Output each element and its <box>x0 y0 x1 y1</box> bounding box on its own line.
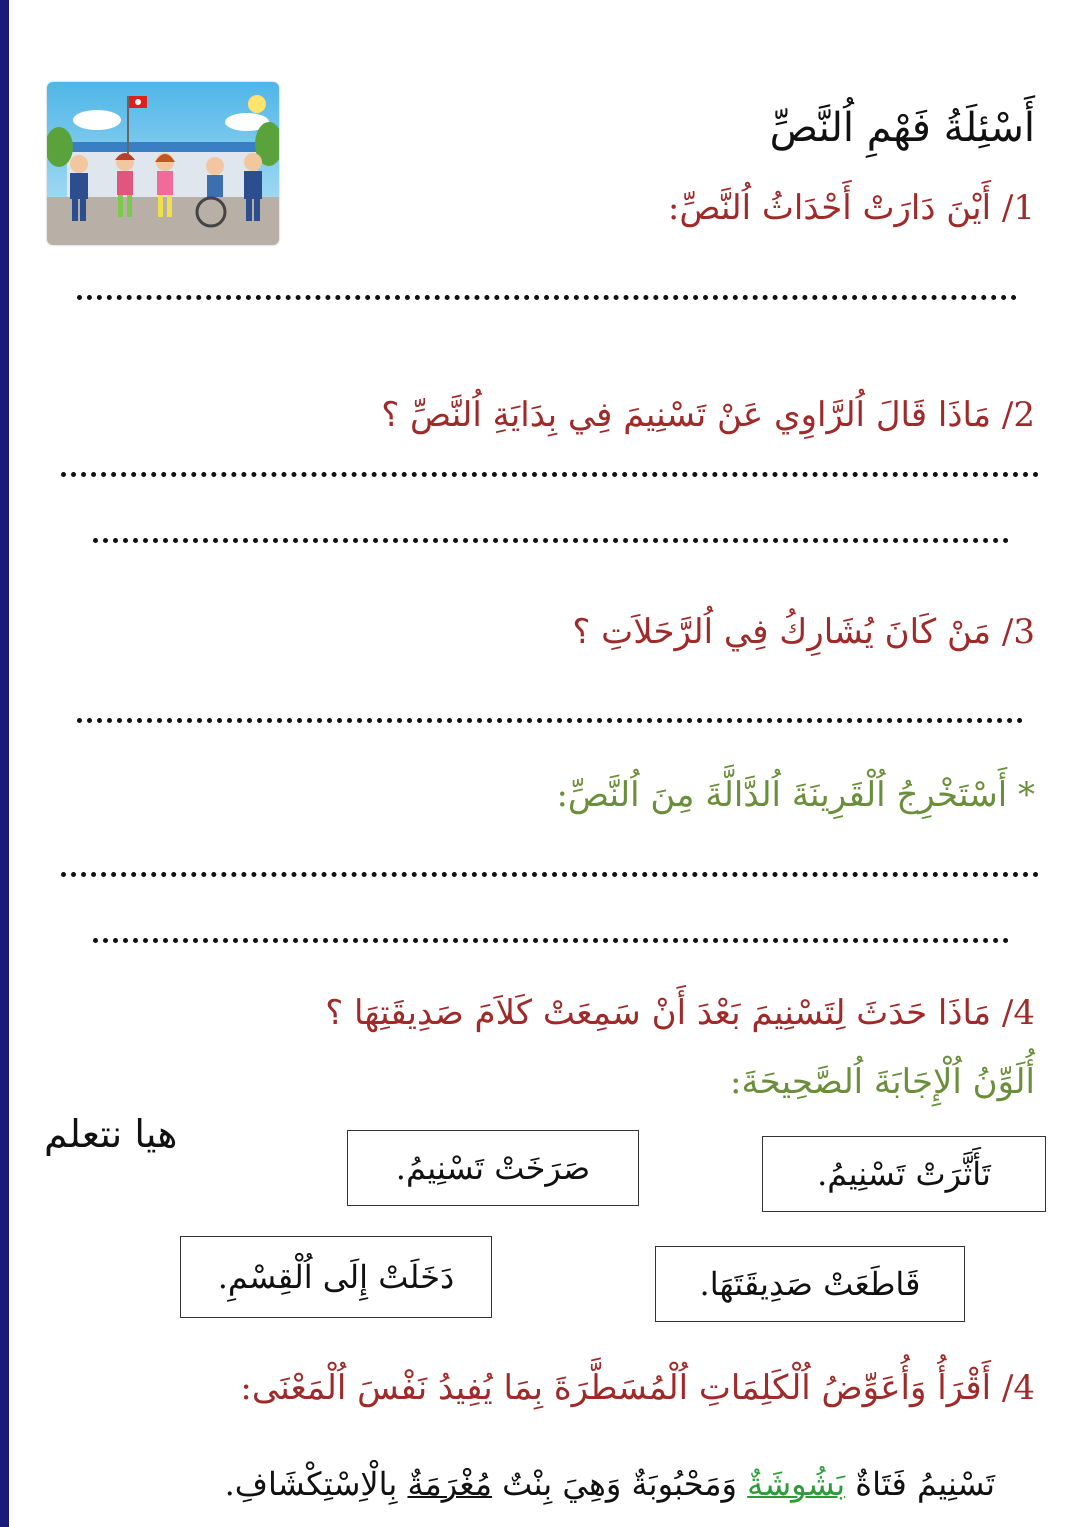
question-3: 3/ مَنْ كَانَ يُشَارِكُ فِي اُلرَّحَلاَتِ ؟ <box>572 612 1035 652</box>
color-instruction: أُلَوِّنُ اُلْإِجَابَةَ اُلصَّحِيحَةَ: <box>730 1062 1035 1102</box>
answer-line-2a[interactable] <box>61 472 1039 477</box>
question-2: 2/ مَاذَا قَالَ اُلرَّاوِي عَنْ تَسْنِيمَ فِي بِدَايَةِ اُلنَّصِّ ؟ <box>381 395 1035 435</box>
answer-line-3[interactable] <box>77 718 1023 723</box>
answer-line-clue-b[interactable] <box>93 938 1009 943</box>
sentence-part-2: وَمَحْبُوبَةٌ وَهِيَ بِنْتٌ <box>492 1465 748 1503</box>
question-1: 1/ أَيْنَ دَارَتْ أَحْدَاثُ اُلنَّصِّ: <box>667 188 1035 228</box>
page-left-border <box>0 0 9 1527</box>
answer-option-2[interactable]: صَرَخَتْ تَسْنِيمُ. <box>347 1130 639 1206</box>
clue-instruction: * أَسْتَخْرِجُ اُلْقَرِينَةَ اُلدَّالَّةَ مِنَ اُلنَّصِّ: <box>556 775 1035 815</box>
underlined-word-2: مُغْرَمَةٌ <box>407 1465 492 1503</box>
sentence-part-3: بِالْاِسْتِكْشَافِ. <box>224 1465 408 1503</box>
answer-line-clue-a[interactable] <box>61 872 1039 877</box>
sentence-part-1: تَسْنِيمُ فَتَاةٌ <box>845 1465 995 1503</box>
answer-option-1[interactable]: تَأَثَّرَتْ تَسْنِيمُ. <box>762 1136 1046 1212</box>
question-4: 4/ مَاذَا حَدَثَ لِتَسْنِيمَ بَعْدَ أَنْ سَمِعَتْ كَلاَمَ صَدِيقَتِهَا ؟ <box>325 993 1035 1033</box>
answer-line-1[interactable] <box>77 295 1017 300</box>
school-illustration <box>47 82 279 245</box>
answer-line-2b[interactable] <box>93 538 1009 543</box>
underlined-word-1: بَشُوشَةٌ <box>747 1465 846 1503</box>
lets-learn-label: هيا نتعلم <box>44 1112 178 1156</box>
worksheet-title: أَسْئِلَةُ فَهْمِ اُلنَّصِّ <box>769 105 1035 151</box>
children-at-school-image <box>47 82 279 245</box>
answer-option-4[interactable]: دَخَلَتْ إِلَى اُلْقِسْمِ. <box>180 1236 492 1318</box>
sentence-to-rewrite <box>225 1465 995 1503</box>
worksheet-page <box>9 0 1080 1527</box>
answer-option-3[interactable]: قَاطَعَتْ صَدِيقَتَهَا. <box>655 1246 965 1322</box>
question-5: 4/ أَقْرَأُ وَأُعَوِّضُ اُلْكَلِمَاتِ اُلْمُسَطَّرَةَ بِمَا يُفِيدُ نَفْسَ اُلْمَعْنَى: <box>240 1368 1035 1408</box>
